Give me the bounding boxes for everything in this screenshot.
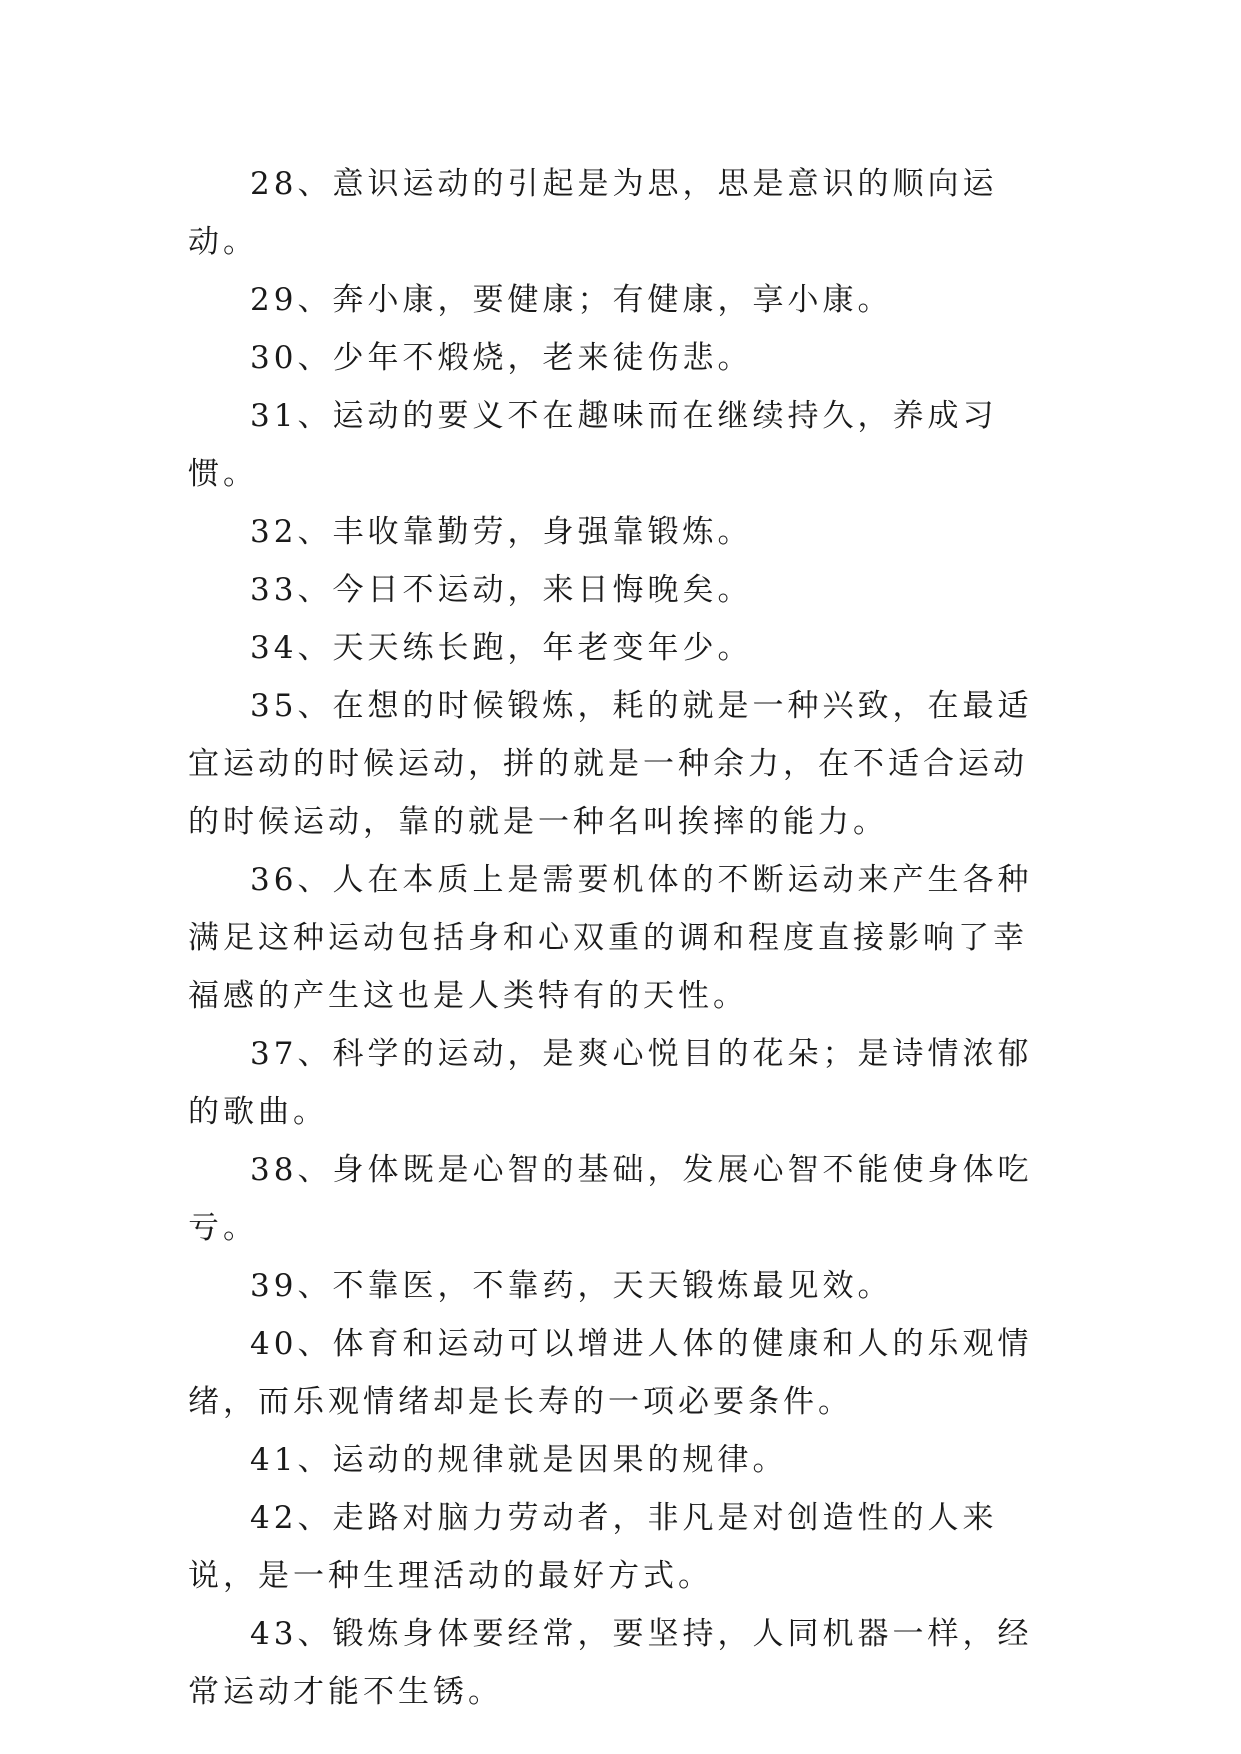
quote-paragraph-37: 37、科学的运动，是爽心悦目的花朵；是诗情浓郁的歌曲。 — [188, 1036, 1033, 1130]
quote-paragraph-38: 38、身体既是心智的基础，发展心智不能使身体吃亏。 — [188, 1152, 1033, 1246]
quote-paragraph-42: 42、走路对脑力劳动者，非凡是对创造性的人来说，是一种生理活动的最好方式。 — [188, 1500, 998, 1594]
quote-paragraph-34: 34、天天练长跑，年老变年少。 — [250, 630, 753, 666]
quote-paragraph-41: 41、运动的规律就是因果的规律。 — [250, 1442, 788, 1478]
quote-paragraph-32: 32、丰收靠勤劳，身强靠锻炼。 — [250, 514, 753, 550]
quote-paragraph-39: 39、不靠医，不靠药，天天锻炼最见效。 — [250, 1268, 893, 1304]
quote-paragraph-33: 33、今日不运动，来日悔晚矣。 — [250, 572, 753, 608]
quote-paragraph-30: 30、少年不煅烧，老来徒伤悲。 — [250, 340, 753, 376]
quote-paragraph-35: 35、在想的时候锻炼，耗的就是一种兴致，在最适宜运动的时候运动，拼的就是一种余力，在不适合运动的时候运动，靠的就是一种名叫挨摔的能力。 — [188, 688, 1033, 840]
quote-paragraph-31: 31、运动的要义不在趣味而在继续持久，养成习惯。 — [188, 398, 998, 492]
document-body — [188, 155, 1058, 1721]
quote-paragraph-29: 29、奔小康，要健康；有健康，享小康。 — [250, 282, 893, 318]
quote-paragraph-40: 40、体育和运动可以增进人体的健康和人的乐观情绪，而乐观情绪却是长寿的一项必要条件。 — [188, 1326, 1033, 1420]
quote-paragraph-43: 43、锻炼身体要经常，要坚持，人同机器一样，经常运动才能不生锈。 — [188, 1616, 1033, 1710]
quote-paragraph-28: 28、意识运动的引起是为思，思是意识的顺向运动。 — [188, 166, 998, 260]
quote-paragraph-36: 36、人在本质上是需要机体的不断运动来产生各种满足这种运动包括身和心双重的调和程度直接影响了幸福感的产生这也是人类特有的天性。 — [188, 862, 1033, 1014]
